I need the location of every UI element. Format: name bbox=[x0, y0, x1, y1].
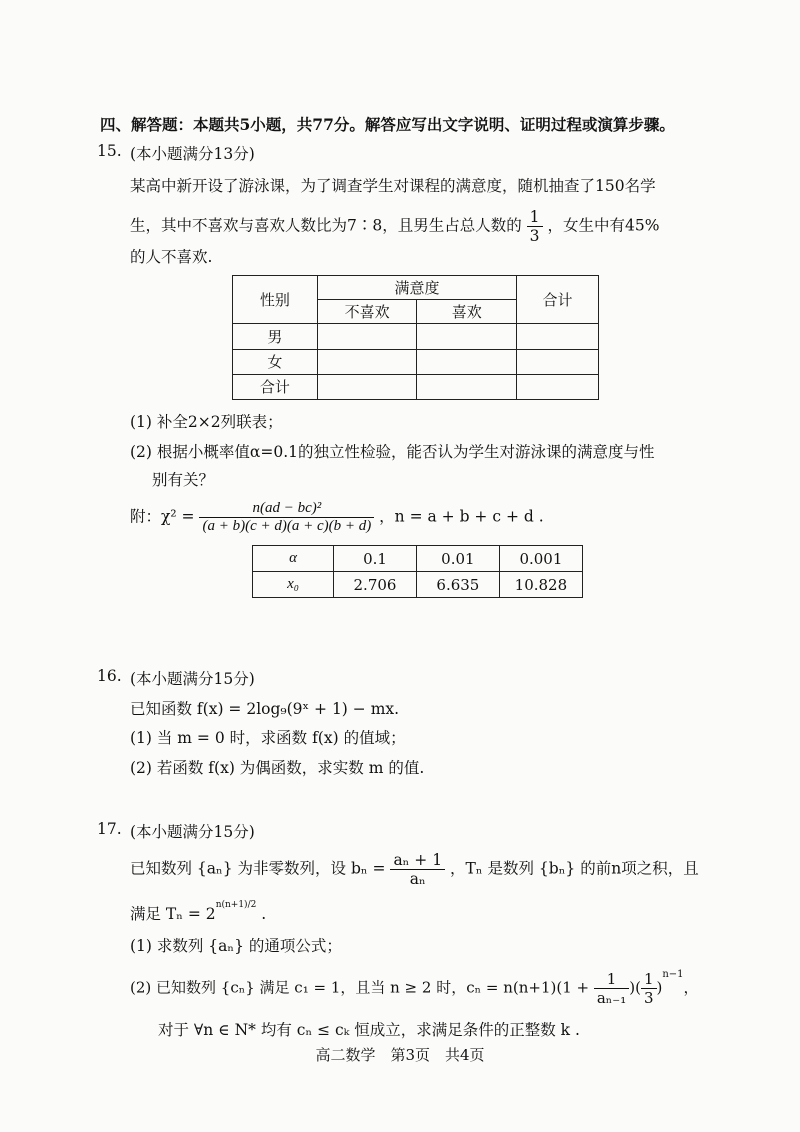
table-cell bbox=[417, 349, 517, 374]
q17-sub2-frac-den: aₙ₋₁ bbox=[594, 988, 629, 1007]
q15-sub2-line2: 别有关？ bbox=[152, 471, 215, 489]
row-label-female: 女 bbox=[233, 349, 318, 374]
table-cell bbox=[517, 349, 599, 374]
q17-sub2c: ) bbox=[656, 978, 663, 997]
q17-sub2-line2: 对于 ∀n ∈ N* 均有 cₙ ≤ cₖ 恒成立，求满足条件的正整数 k . bbox=[158, 1021, 580, 1039]
formula-fraction bbox=[199, 500, 374, 535]
formula-suffix: ，n = a + b + c + d . bbox=[379, 507, 544, 526]
table-cell bbox=[317, 324, 417, 349]
q17-line1b: ，Tₙ 是数列 {bₙ} 的前n项之积，且 bbox=[450, 859, 699, 878]
q17-sub2 bbox=[130, 970, 699, 1007]
table-cell bbox=[517, 324, 599, 349]
q15-fraction bbox=[527, 208, 543, 245]
alpha-value: 0.01 bbox=[416, 546, 499, 572]
q17-line1a: 已知数列 {aₙ} 为非零数列，设 bₙ = bbox=[130, 859, 386, 878]
q15-frac-num: 1 bbox=[529, 208, 540, 226]
q16-sub2: (2) 若函数 f(x) 为偶函数，求实数 m 的值. bbox=[130, 759, 425, 777]
table-cell bbox=[317, 374, 417, 399]
section-header: 四、解答题：本题共5小题，共77分。解答应写出文字说明、证明过程或演算步骤。 bbox=[100, 115, 675, 134]
q15-number: 15. bbox=[97, 142, 122, 160]
q15-line2 bbox=[130, 208, 659, 245]
q16-line1: 已知函数 f(x) = 2log₉(9ˣ + 1) − mx. bbox=[130, 700, 400, 718]
header-total: 合计 bbox=[517, 276, 599, 324]
header-satisfaction: 满意度 bbox=[317, 276, 516, 300]
table-cell bbox=[517, 374, 599, 399]
x0-value: 10.828 bbox=[499, 572, 582, 598]
chi-square-formula bbox=[130, 500, 544, 535]
formula-denominator: (a + b)(c + d)(a + c)(b + d) bbox=[199, 517, 374, 535]
table-cell bbox=[417, 324, 517, 349]
q17-fraction bbox=[390, 851, 445, 888]
q15-frac-den: 3 bbox=[527, 226, 543, 245]
x0-label: x₀ bbox=[253, 572, 334, 598]
q17-frac-den: aₙ bbox=[390, 869, 445, 888]
contingency-table bbox=[232, 275, 599, 400]
q17-number: 17. bbox=[97, 820, 122, 838]
q17-sub2-exponent: n−1 bbox=[662, 968, 684, 980]
q15-sub1: (1) 补全2×2列联表； bbox=[130, 413, 283, 431]
q16-sub1: (1) 当 m = 0 时，求函数 f(x) 的值域； bbox=[130, 729, 406, 747]
q15-line2b: ，女生中有45% bbox=[547, 216, 660, 235]
x0-value: 2.706 bbox=[334, 572, 417, 598]
q17-line2-text: 满足 Tₙ = 2 bbox=[130, 905, 216, 923]
q17-frac-num: aₙ + 1 bbox=[393, 851, 443, 869]
row-label-total: 合计 bbox=[233, 374, 318, 399]
q17-line2 bbox=[130, 899, 267, 924]
q17-points: (本小题满分15分) bbox=[130, 823, 255, 841]
critical-value-table bbox=[252, 545, 583, 598]
q17-line2-period: . bbox=[256, 905, 267, 923]
q17-sub2-frac2 bbox=[641, 970, 657, 1007]
q15-sub2-line1: (2) 根据小概率值α=0.1的独立性检验，能否认为学生对游泳课的满意度与性 bbox=[130, 443, 655, 461]
page-footer: 高二数学 第3页 共4页 bbox=[315, 1046, 485, 1064]
q15-line1: 某高中新开设了游泳课，为了调查学生对课程的满意度，随机抽查了150名学 bbox=[130, 177, 656, 195]
q17-line2-exponent: n(n+1)/2 bbox=[215, 899, 257, 910]
alpha-label: α bbox=[253, 546, 334, 572]
q17-sub2-frac-num: 1 bbox=[606, 970, 617, 988]
q15-line3: 的人不喜欢. bbox=[130, 248, 213, 266]
alpha-value: 0.1 bbox=[334, 546, 417, 572]
header-dislike: 不喜欢 bbox=[317, 300, 417, 324]
q17-sub1: (1) 求数列 {aₙ} 的通项公式； bbox=[130, 937, 342, 955]
q17-sub2-frac bbox=[594, 970, 629, 1007]
alpha-value: 0.001 bbox=[499, 546, 582, 572]
q17-sub2-frac2-den: 3 bbox=[641, 988, 657, 1007]
formula-numerator: n(ad − bc)² bbox=[252, 500, 322, 516]
x0-value: 6.635 bbox=[416, 572, 499, 598]
q15-points: (本小题满分13分) bbox=[130, 145, 255, 163]
q17-sub2-frac2-num: 1 bbox=[643, 970, 654, 988]
q17-sub2a: (2) 已知数列 {cₙ} 满足 c₁ = 1，且当 n ≥ 2 时，cₙ = n(n+1)(1 + bbox=[130, 978, 590, 997]
formula-prefix: 附：χ² = bbox=[130, 507, 195, 526]
header-gender: 性别 bbox=[233, 276, 318, 324]
q15-line2a: 生，其中不喜欢与喜欢人数比为7∶8，且男生占总人数的 bbox=[130, 216, 522, 235]
header-like: 喜欢 bbox=[417, 300, 517, 324]
q17-line1 bbox=[130, 851, 699, 888]
q16-number: 16. bbox=[97, 667, 122, 685]
row-label-male: 男 bbox=[233, 324, 318, 349]
q17-sub2d: ， bbox=[683, 978, 699, 997]
q17-sub2b: )( bbox=[629, 978, 641, 997]
q16-points: (本小题满分15分) bbox=[130, 670, 255, 688]
table-cell bbox=[317, 349, 417, 374]
table-cell bbox=[417, 374, 517, 399]
